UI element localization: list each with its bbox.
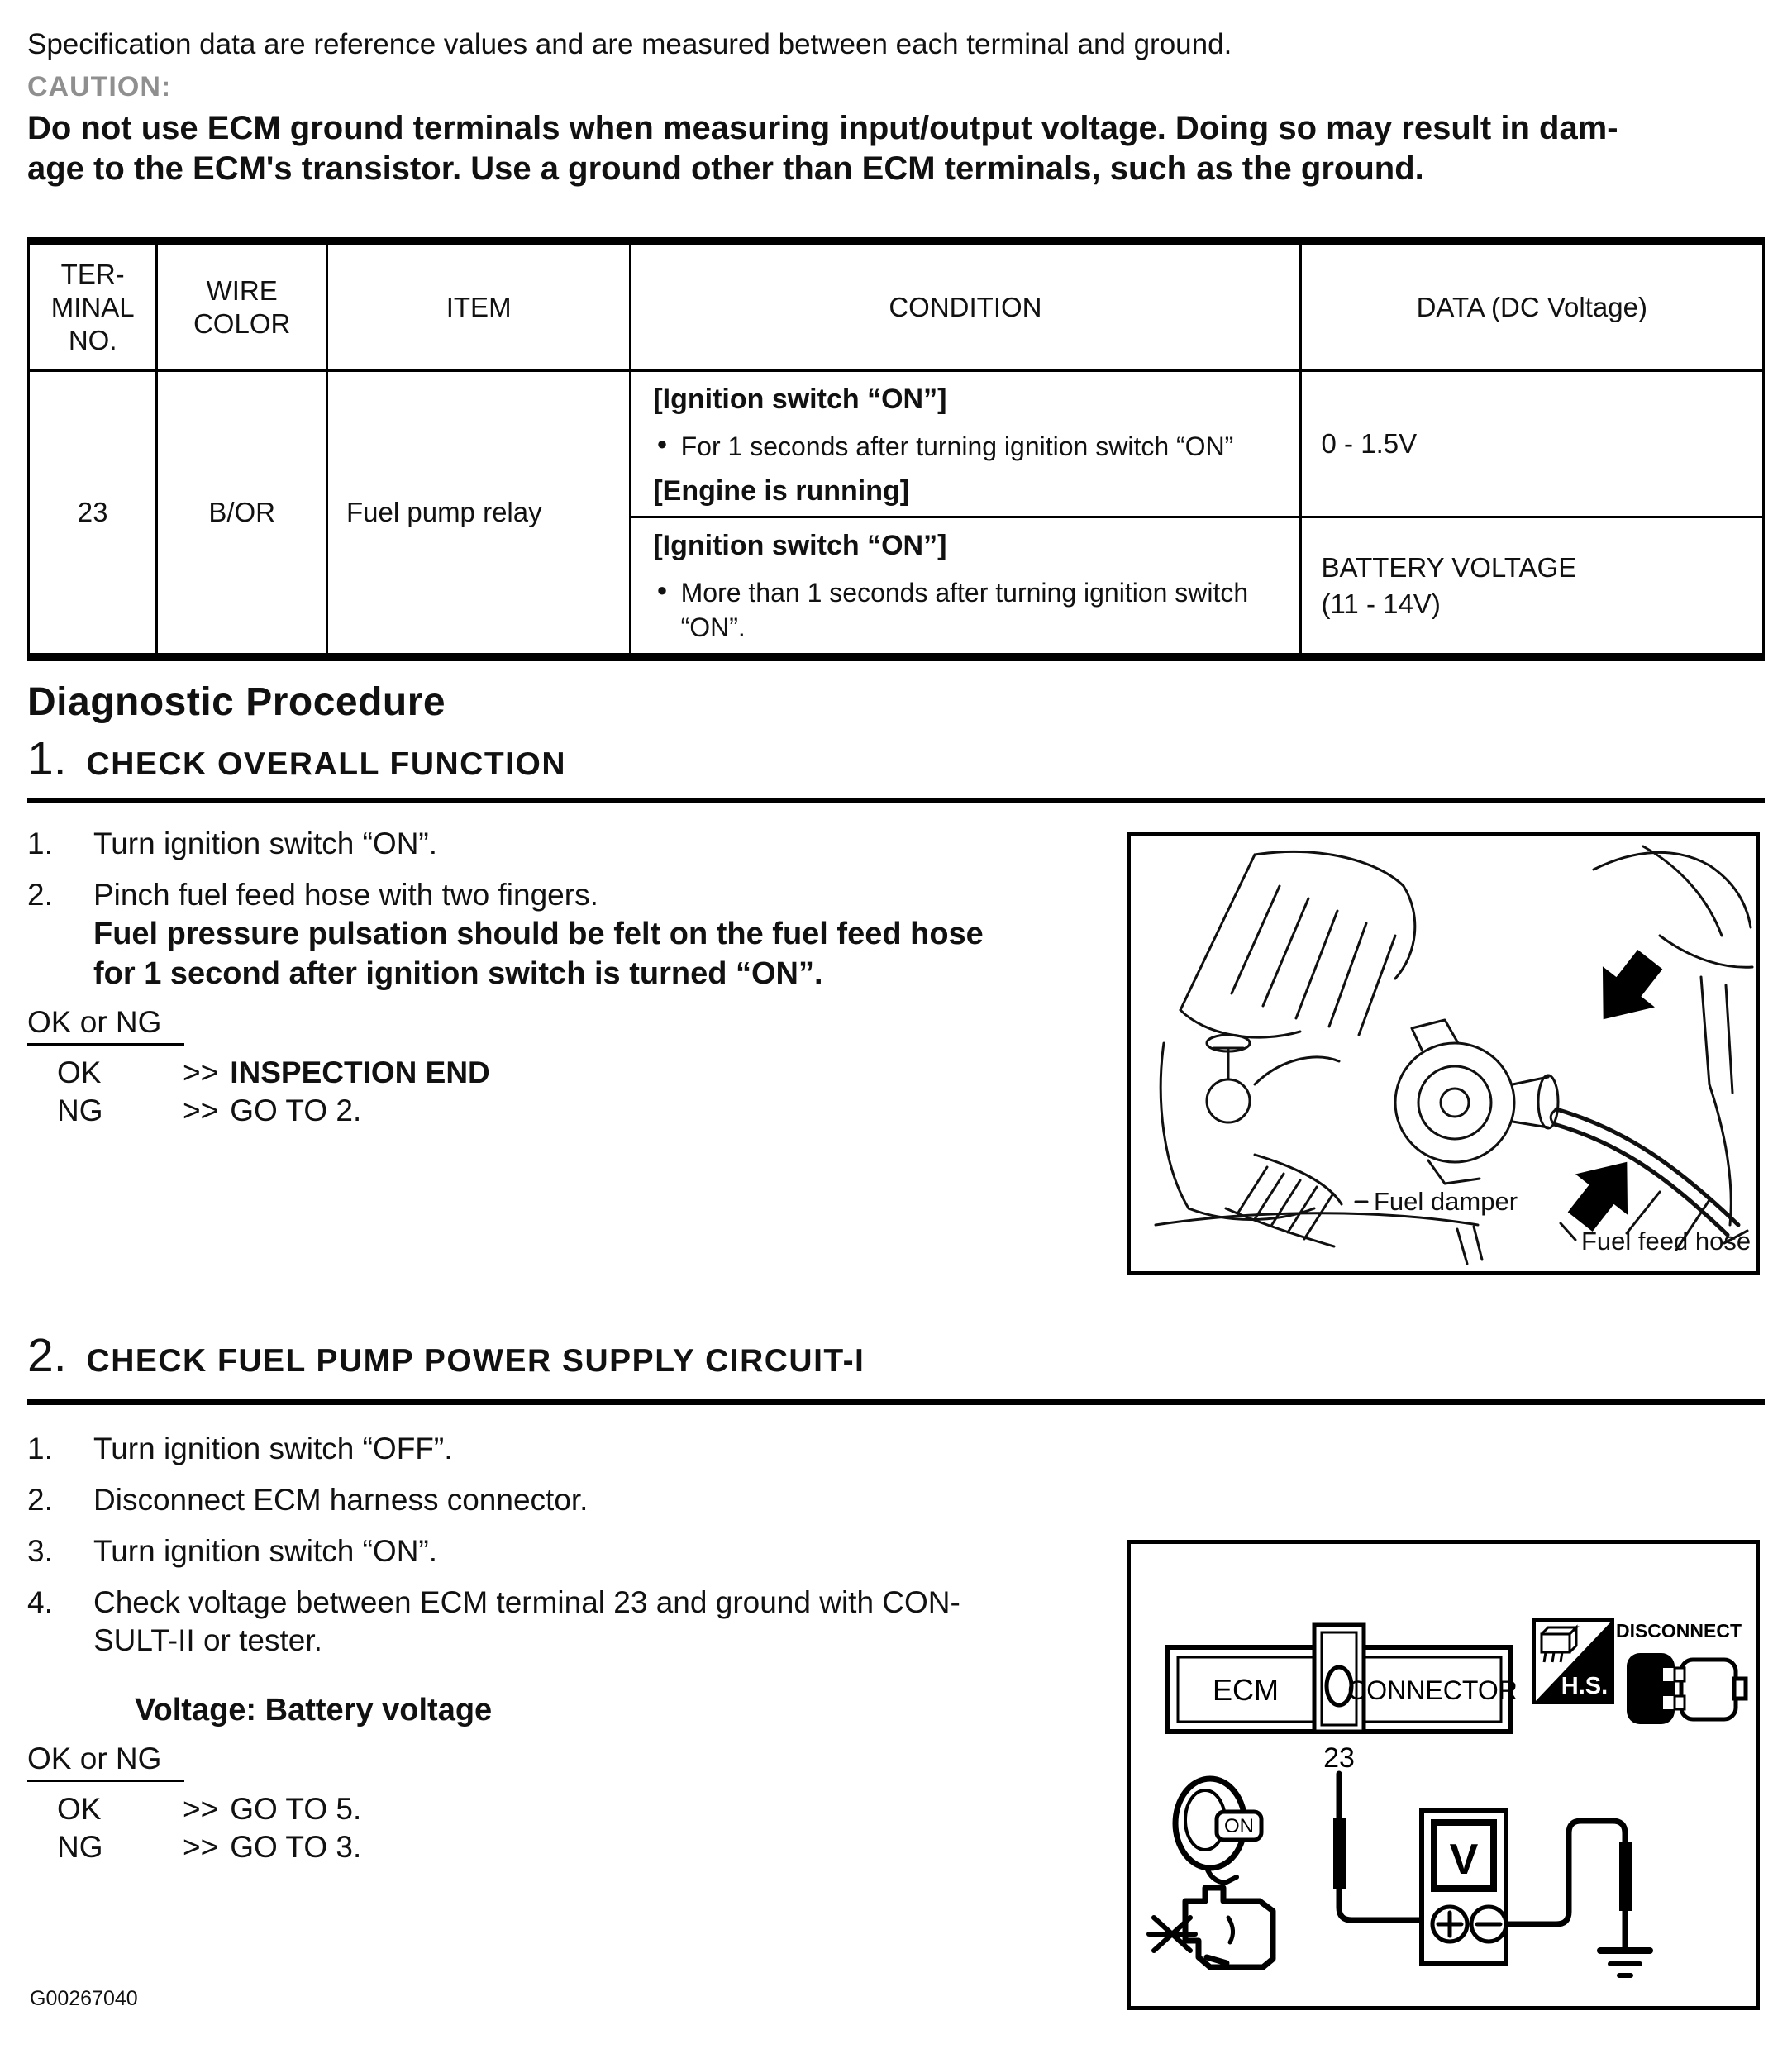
cell-data-1: 0 - 1.5V: [1300, 371, 1763, 517]
col-header-terminal-l3: NO.: [68, 325, 117, 355]
arrow-down-icon: [1577, 939, 1676, 1040]
fuel-feed-hose-label: Fuel feed hose: [1581, 1227, 1751, 1256]
section-1-number: 1.: [27, 732, 67, 785]
terminal-spec-table: [27, 237, 1765, 661]
list-item-number: 2.: [27, 1483, 53, 1517]
figure-fuel-feed-hose: [1127, 832, 1760, 1275]
section-1-heading-row: [27, 731, 1765, 786]
col-header-data: DATA (DC Voltage): [1300, 241, 1763, 371]
ecm-label: ECM: [1213, 1673, 1279, 1707]
ok-result-row: [57, 1054, 1108, 1092]
voltmeter-v-label: V: [1449, 1836, 1479, 1884]
ok-or-ng-label: OK or NG: [27, 1742, 184, 1782]
bullet-icon: ●: [656, 579, 668, 600]
connector-label: CONNECTOR: [1347, 1675, 1518, 1705]
figure-code: G00267040: [30, 1987, 138, 2010]
ng-result-row: [57, 1092, 1108, 1130]
condition-2-bullet-text: [681, 575, 1249, 645]
result-arrow-icon: >>: [183, 1792, 219, 1826]
list-item: [27, 1481, 1108, 1519]
cell-data-2: [1300, 517, 1763, 658]
ok-result-row: [57, 1790, 1108, 1828]
ng-result-row: [57, 1828, 1108, 1866]
col-header-item: ITEM: [327, 241, 631, 371]
ok-label: OK: [57, 1055, 102, 1089]
condition-1-bullet-text: [681, 429, 1234, 464]
caution-label: CAUTION:: [27, 71, 172, 102]
cell-terminal-no: 23: [29, 371, 157, 658]
ok-label: OK: [57, 1792, 102, 1826]
diagnostic-procedure-title: Diagnostic Procedure: [27, 680, 446, 724]
list-item-text: Disconnect ECM harness connector.: [93, 1483, 589, 1517]
condition-1-bullet-l1: For 1 seconds after turning ignition switch “ON”: [680, 431, 1234, 461]
ok-or-ng-label: OK or NG: [27, 1005, 184, 1046]
list-item: [27, 825, 1108, 863]
data-2-l2: (11 - 14V): [1321, 588, 1441, 619]
figure-ecm-voltage-check: [1127, 1540, 1760, 2010]
list-item-number: 4.: [27, 1585, 53, 1619]
hs-label: H.S.: [1561, 1673, 1609, 1699]
condition-1-footer: [Engine is running]: [653, 475, 910, 507]
cell-item: Fuel pump relay: [327, 371, 631, 658]
ng-result: GO TO 3.: [230, 1830, 362, 1864]
voltmeter-icon: [1422, 1810, 1506, 1963]
col-header-terminal-l1: TER-: [60, 259, 125, 289]
section-1-body: [27, 825, 1108, 1130]
list-item-number: 2.: [27, 878, 53, 912]
list-item-text: Pinch fuel feed hose with two fingers.: [93, 878, 598, 912]
hs-badge-icon: [1534, 1620, 1613, 1703]
section-2-number: 2.: [27, 1329, 67, 1382]
condition-1-bullet-row: [653, 429, 1287, 464]
ok-result: GO TO 5.: [230, 1792, 362, 1826]
ng-label: NG: [57, 1830, 103, 1864]
col-header-terminal: [29, 241, 157, 371]
test-probe-icon: [1333, 1818, 1346, 1889]
bullet-icon: ●: [656, 433, 668, 454]
col-header-terminal-l2: MINAL: [50, 292, 135, 322]
list-item-number: 1.: [27, 827, 53, 860]
cell-condition-1: [631, 371, 1300, 517]
cell-wire-color: B/OR: [157, 371, 327, 658]
step-2-bold-note: [93, 914, 1108, 993]
col-header-condition: CONDITION: [631, 241, 1300, 371]
col-header-wire-l2: COLOR: [193, 308, 291, 339]
caution-line-1: Do not use ECM ground terminals when measuring input/output voltage. Doing so may result in dam-: [27, 110, 1618, 146]
cell-condition-2: [631, 517, 1300, 658]
col-header-wire-color: [157, 241, 327, 371]
ground-probe-icon: [1619, 1842, 1632, 1911]
section-2-body: [27, 1430, 1108, 1866]
condition-2-bullet-row: [653, 575, 1287, 645]
engine-bay-illustration: [1131, 836, 1756, 1271]
section-divider: [27, 1399, 1765, 1405]
condition-1-header: [Ignition switch “ON”]: [653, 384, 947, 415]
col-header-wire-l1: WIRE: [206, 275, 278, 306]
list-item-text: Turn ignition switch “OFF”.: [93, 1432, 453, 1465]
list-item: [27, 1532, 1108, 1570]
ng-label: NG: [57, 1094, 103, 1127]
list-item-text: Turn ignition switch “ON”.: [93, 827, 438, 860]
table-header-row: [29, 241, 1764, 371]
ok-result: INSPECTION END: [230, 1055, 490, 1089]
list-item-number: 3.: [27, 1534, 53, 1568]
result-arrow-icon: >>: [183, 1830, 219, 1864]
disconnect-label: DISCONNECT: [1615, 1620, 1742, 1642]
bold-note-l2: for 1 second after ignition switch is turned “ON”.: [93, 956, 823, 991]
list-item-text-l2: SULT-II or tester.: [93, 1623, 322, 1657]
voltage-note: Voltage: Battery voltage: [135, 1693, 493, 1727]
ng-result: GO TO 2.: [230, 1094, 362, 1127]
disconnect-badge-icon: [1616, 1620, 1746, 1724]
list-item-text-l1: Check voltage between ECM terminal 23 and ground with CON-: [93, 1585, 960, 1619]
caution-line-2: age to the ECM's transistor. Use a ground other than ECM terminals, such as the ground.: [27, 150, 1424, 187]
direction-arrows: [1554, 939, 1676, 1242]
list-item: [27, 876, 1108, 914]
result-arrow-icon: >>: [183, 1055, 219, 1089]
list-item-number: 1.: [27, 1432, 53, 1465]
ecm-voltage-check-illustration: [1131, 1544, 1756, 2006]
condition-2-bullet-l2: “ON”.: [680, 612, 746, 642]
result-rows: [57, 1790, 1108, 1866]
key-on-label: ON: [1224, 1815, 1254, 1837]
terminal-23-label: 23: [1323, 1742, 1355, 1774]
caution-text: [27, 108, 1765, 189]
condition-2-header: [Ignition switch “ON”]: [653, 530, 947, 561]
list-item-text: Turn ignition switch “ON”.: [93, 1534, 438, 1568]
list-item: [27, 1584, 1108, 1660]
engine-icon: [1149, 1888, 1273, 1967]
fuel-damper-label: Fuel damper: [1374, 1187, 1518, 1216]
section-2-heading: CHECK FUEL PUMP POWER SUPPLY CIRCUIT-I: [86, 1343, 865, 1379]
section-1-heading: CHECK OVERALL FUNCTION: [86, 746, 566, 782]
table-row-condition-1: [29, 371, 1764, 517]
result-rows: [57, 1054, 1108, 1130]
condition-2-bullet-l1: More than 1 seconds after turning ignition switch: [680, 578, 1249, 608]
spec-intro-text: Specification data are reference values and are measured between each terminal and ground.: [27, 28, 1232, 60]
result-arrow-icon: >>: [183, 1094, 219, 1127]
section-divider: [27, 798, 1765, 803]
data-2-l1: BATTERY VOLTAGE: [1321, 551, 1577, 583]
section-2-heading-row: [27, 1328, 1765, 1383]
ignition-key-on-icon: [1175, 1779, 1261, 1883]
bold-note-l1: Fuel pressure pulsation should be felt on the fuel feed hose: [93, 917, 984, 951]
ground-symbol-icon: [1600, 1951, 1650, 1975]
list-item: [27, 1430, 1108, 1468]
